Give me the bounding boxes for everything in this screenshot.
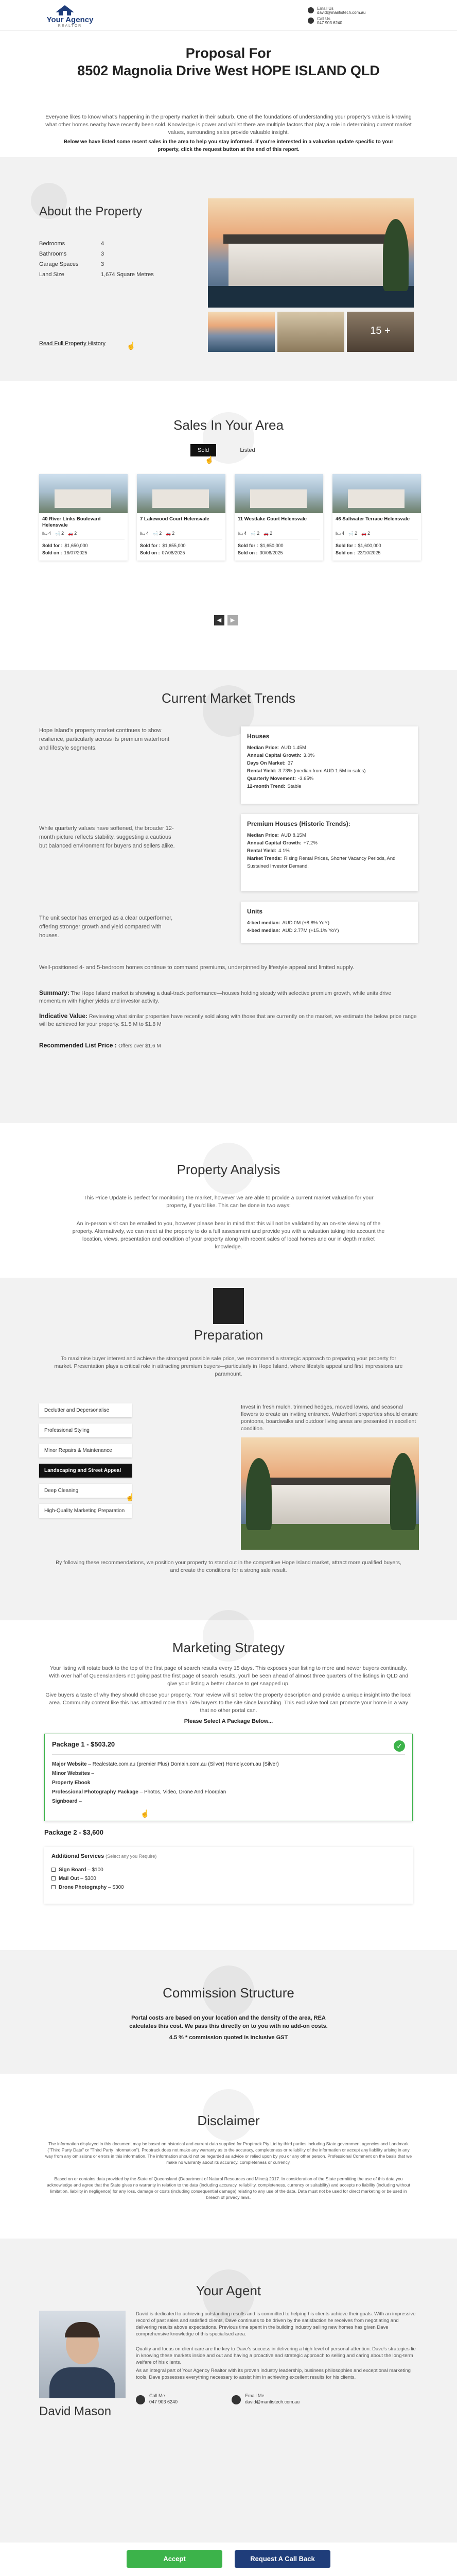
package-line-label: Major Website (52, 1761, 87, 1767)
sale-features (140, 531, 222, 536)
trend-label: 4-bed median: (247, 920, 280, 926)
additional-item-label: Sign Board (59, 1867, 86, 1873)
trend-row (247, 752, 412, 759)
sale-card[interactable] (137, 474, 225, 561)
trend-label: Median Price: (247, 833, 279, 838)
feature-label: Garage Spaces (39, 261, 79, 267)
phone-value: 047 903 6240 (317, 21, 342, 25)
property-thumb-1[interactable] (208, 312, 275, 352)
sale-photo (235, 474, 323, 513)
sale-price-row (42, 543, 88, 548)
units-card (241, 902, 418, 943)
sale-price-label: Sold for : (140, 543, 161, 548)
premium-rows (247, 832, 412, 870)
package-1-name: Package 1 - $503.20 (52, 1740, 115, 1748)
pointer-cursor-icon: ☝ (126, 1493, 135, 1501)
sale-cars: 2 (270, 531, 273, 536)
disclaimer-para-2: Based on or contains data provided by the State of Queensland (Department of Natural Resources and Mines) 2017. In consideration of the State permitting the use of this data you acknowledge and agree that the State gives no warranty in relation to the data (including accuracy, reliability, completeness, currency or suitability) and accepts no liability (including without limitation, liability in negligence) for any loss, damage or costs (including consequential damage) relating to any use of the data. Data must not be used for direct marketing or be used in breach of privacy laws. (46, 2176, 411, 2200)
car-icon: 🚗 (68, 531, 74, 536)
prep-tag[interactable]: Professional Styling (39, 1423, 132, 1437)
property-thumb-2[interactable] (277, 312, 344, 352)
package-2-name: Package 2 - $3,600 (44, 1828, 103, 1836)
sale-card[interactable] (235, 474, 323, 561)
analysis-title: Property Analysis (177, 1162, 280, 1177)
indicative-text: Reviewing what similar properties have recently sold along with those that are currently on the market, we estimate the below price range will be achieved for your property. $1.5 M to $1.8 M (39, 1013, 417, 1027)
analysis-section (0, 1123, 457, 1278)
sale-date-row (140, 550, 185, 555)
recommended-price (39, 1042, 161, 1049)
trend-row (247, 919, 412, 927)
sale-price-row (336, 543, 381, 548)
trend-value: Stable (287, 784, 302, 789)
recommended-label: Recommended List Price : (39, 1042, 117, 1049)
feature-row (39, 239, 163, 249)
sale-address: 11 Westlake Court Helensvale (238, 516, 307, 522)
sale-price: $1,650,000 (64, 543, 88, 548)
more-photos-count: 15 + (370, 325, 391, 336)
pointer-cursor-icon: ☝ (140, 1809, 150, 1818)
package-line (52, 1760, 405, 1769)
property-features (39, 239, 163, 280)
mail-icon (308, 7, 314, 13)
car-icon: 🚗 (166, 531, 171, 536)
package-2-option[interactable] (44, 1828, 413, 1841)
agent-photo (39, 2311, 126, 2398)
additional-item-sep: – (107, 1885, 113, 1890)
bed-icon: 🛏 (42, 531, 48, 536)
disclaimer-section (0, 2074, 457, 2239)
prep-tag[interactable]: Declutter and Depersonalise (39, 1403, 132, 1417)
email-label: Email Us (317, 6, 334, 11)
sale-price-row (140, 543, 186, 548)
trend-row (247, 927, 412, 935)
trend-value: AUD 8.15M (280, 833, 306, 838)
trends-para-2: While quarterly values have softened, the broader 12-month picture reflects stability, suggesting a cautious but balanced environment for buyers and sellers alike. (39, 825, 175, 849)
package-line (52, 1797, 405, 1806)
summary-text: The Hope Island market is showing a dual-track performance—houses holding steady with selective premium growth, while units drive momentum with higher yields and investor activity. (39, 990, 392, 1004)
additional-services-heading (51, 1853, 406, 1859)
additional-item[interactable] (51, 1866, 406, 1874)
additional-item-label: Drone Photography (59, 1885, 107, 1890)
sale-photo-house (152, 489, 209, 508)
sales-cards (39, 474, 418, 567)
property-history-link[interactable]: Read Full Property History (39, 341, 106, 347)
request-callback-button[interactable]: Request A Call Back (235, 2550, 330, 2568)
trend-label: Rental Yield: (247, 848, 277, 854)
hero (0, 31, 457, 155)
bath-icon: 🛁 (55, 531, 61, 536)
commission-line-1: Portal costs are based on your location and the density of the area, REA calculates this cost. We pass this directly on to you with no add-on costs. (129, 2015, 328, 2029)
houses-card-title: Houses (247, 733, 270, 740)
trend-label: 12-month Trend: (247, 784, 286, 789)
sale-beds: 4 (244, 531, 247, 536)
package-line (52, 1788, 405, 1797)
feature-value: 1,674 Square Metres (101, 272, 154, 278)
trend-label: Median Price: (247, 745, 279, 751)
trend-value: -3.65% (298, 776, 314, 782)
more-photos-button[interactable] (347, 312, 414, 352)
trend-value: 37 (287, 760, 293, 766)
houses-card (241, 726, 418, 804)
sale-cars: 2 (172, 531, 175, 536)
feature-value: 3 (101, 251, 104, 257)
action-bar (0, 2543, 457, 2576)
preparation-tags (39, 1403, 142, 1524)
preparation-intro: To maximise buyer interest and achieve the strongest possible sale price, we recommend a strategic approach to preparing your property for market. Presentation plays a critical role in attracting premium buyers—particularly in Hope Island, where lifestyle appeal and first impressions are paramount. (54, 1355, 403, 1377)
phone-icon (136, 2395, 145, 2404)
agency-logo[interactable] (39, 4, 101, 28)
marketing-para-1: Your listing will rotate back to the top of the first page of search results every 15 days. This exposes your listing to more and newer buyers continually. With over half of Queenslanders not going past the first page of search results, you'll be seen ahead of almost three quarters of the listings in QLD and give your listing a better chance to get snapped up. (48, 1665, 409, 1687)
feature-label: Bedrooms (39, 241, 65, 247)
sale-baths: 2 (159, 531, 162, 536)
package-line-value: – (90, 1771, 95, 1776)
package-line-label: Professional Photography Package (52, 1789, 138, 1795)
property-address: 8502 Magnolia Drive West HOPE ISLAND QLD (77, 63, 380, 78)
feature-label: Bathrooms (39, 251, 67, 257)
sale-date-label: Sold on : (336, 550, 356, 555)
marketing-title: Marketing Strategy (172, 1640, 285, 1655)
tab-listed[interactable]: Listed (240, 447, 255, 453)
trend-row (247, 767, 412, 775)
car-icon: 🚗 (361, 531, 367, 536)
additional-title: Additional Services (51, 1853, 104, 1859)
bed-icon: 🛏 (238, 531, 243, 536)
sale-address: 40 River Links Boulevard Helensvale (42, 516, 101, 528)
trend-row (247, 744, 412, 752)
pointer-cursor-icon: ☝ (127, 342, 136, 350)
tab-sold[interactable]: Sold (190, 444, 216, 456)
intro-bold: Below we have listed some recent sales in the area to help you stay informed. If you're interested in a valuation update specific to your property, click the request button at the end of this report. (63, 139, 394, 152)
bath-icon: 🛁 (348, 531, 354, 536)
package-1-lines (52, 1760, 405, 1806)
phone-icon (308, 18, 314, 24)
additional-item[interactable] (51, 1874, 406, 1883)
pointer-cursor-icon: ☝ (205, 455, 214, 464)
agency-name: Your Agency (46, 15, 94, 24)
carousel-controls (214, 615, 243, 625)
sale-photo (137, 474, 225, 513)
agent-email-label: Email Me (245, 2393, 265, 2398)
proposal-heading: Proposal For (185, 45, 272, 61)
sale-baths: 2 (355, 531, 358, 536)
feature-row (39, 259, 163, 269)
units-rows (247, 919, 412, 935)
sale-date: 23/10/2025 (357, 550, 381, 555)
trend-label: 4-bed median: (247, 928, 280, 934)
trend-value: AUD 2.77M (+15.1% YoY) (282, 928, 339, 934)
sale-date-row (238, 550, 283, 555)
trend-row (247, 832, 412, 839)
sale-date-row (336, 550, 381, 555)
agent-section (0, 2239, 457, 2543)
package-1-card[interactable] (44, 1734, 413, 1821)
additional-item[interactable] (51, 1883, 406, 1892)
houses-rows (247, 744, 412, 790)
sale-baths: 2 (61, 531, 64, 536)
sale-price-label: Sold for : (336, 543, 356, 548)
sale-beds: 4 (342, 531, 345, 536)
package-line-label: Signboard (52, 1799, 78, 1804)
package-line (52, 1778, 405, 1788)
property-main-photo[interactable] (208, 198, 414, 308)
preparation-outro: By following these recommendations, we position your property to stand out in the competitive Hope Island market, attract more qualified buyers, and create the conditions for a strong sale result. (56, 1560, 401, 1573)
package-select-label: Please Select A Package Below... (184, 1718, 273, 1724)
sale-photo-house (348, 489, 405, 508)
feature-value: 4 (101, 241, 104, 247)
trends-section (0, 670, 457, 1123)
additional-item-sep: – (86, 1867, 92, 1873)
sale-date: 07/08/2025 (162, 550, 185, 555)
feature-value: 3 (101, 261, 104, 267)
package-line-value: – Photos, Video, Drone And Floorplan (138, 1789, 226, 1795)
trend-value: AUD 1.45M (280, 745, 306, 751)
trend-value: 3.0% (303, 753, 315, 758)
checkbox-icon (51, 1868, 56, 1872)
sale-photo (332, 474, 421, 513)
trends-para-4: Well-positioned 4- and 5-bedroom homes continue to command premiums, underpinned by lifestyle appeal and limited supply. (39, 964, 355, 971)
agent-bio-3: As an integral part of Your Agency Realtor with its proven industry leadership, business philosophies and exceptional marketing tools, Dave possesses everything necessary to assist him in achieving excellent results for his clients. (136, 2368, 411, 2380)
package-line (52, 1769, 405, 1778)
prev-arrow-icon[interactable]: ◀ (214, 615, 224, 625)
additional-item-sep: – (79, 1876, 85, 1882)
additional-item-price: $300 (84, 1876, 96, 1882)
sale-price: $1,600,000 (358, 543, 381, 548)
trend-value: AUD 0M (+8.8% YoY) (282, 920, 330, 926)
units-card-title: Units (247, 908, 262, 915)
checkbox-icon (51, 1885, 56, 1889)
trend-row (247, 783, 412, 790)
house-logo-icon (55, 4, 75, 15)
trends-summary (39, 989, 418, 1005)
about-section (0, 157, 457, 381)
sale-price-label: Sold for : (238, 543, 258, 548)
agent-bio-1: David is dedicated to achieving outstanding results and is committed to helping his clients achieve their goals. With an impressive record of past sales and satisfied clients, Dave continues to be driven by the satisfaction he receives from negotiating and delivering results above expectations. Previous time spent in the building industry selling new homes has given Dave comprehensive knowledge of this specialised area. (136, 2311, 416, 2337)
preparation-section (0, 1278, 457, 1620)
trend-label: Annual Capital Growth: (247, 753, 302, 758)
agent-call[interactable] (136, 2393, 218, 2409)
sale-date-label: Sold on : (42, 550, 62, 555)
next-arrow-icon[interactable]: ▶ (227, 615, 238, 625)
premium-card (241, 814, 418, 891)
trends-indicative (39, 1012, 418, 1028)
sale-photo-house (250, 489, 307, 508)
sale-cars: 2 (74, 531, 77, 536)
trends-title: Current Market Trends (161, 690, 296, 706)
feature-label: Land Size (39, 272, 64, 278)
trend-value: 3.73% (median from AUD 1.5M in sales) (278, 768, 366, 774)
trend-row (247, 775, 412, 783)
premium-card-title: Premium Houses (Historic Trends): (247, 820, 350, 827)
sale-date-row (42, 550, 87, 555)
bath-icon: 🛁 (251, 531, 256, 536)
check-circle-icon: ✓ (394, 1740, 405, 1752)
trend-value: Rising Rental Prices, Shorter Vacancy Periods, And Sustained Investor Demand. (247, 856, 396, 869)
sale-features (238, 531, 320, 536)
additional-item-price: $100 (92, 1867, 103, 1873)
sale-date: 16/07/2025 (64, 550, 87, 555)
additional-services-card (44, 1847, 413, 1904)
preparation-title: Preparation (194, 1327, 263, 1343)
car-icon: 🚗 (263, 531, 269, 536)
disclaimer-para-1: The information displayed in this document may be based on historical and current data supplied for Proptrack Pty Ltd by third parties including State government agencies and Landmark ("Third Party Data" or "Third Party Information"). Proptrack does not make any warranty as to the accuracy, completeness or reliability of the information or accept any liability arising in any way from any omissions or errors in this information. The information should not be regarded as advice or relied upon by you or any other person. Professional Comment on the basis that we make no warranty about its accuracy, completeness or currency. (45, 2141, 412, 2165)
prep-tag[interactable]: Landscaping and Street Appeal (39, 1464, 132, 1478)
agent-email-value: david@mantistech.com.au (245, 2399, 300, 2404)
prep-tag[interactable]: Minor Repairs & Maintenance (39, 1444, 132, 1458)
trend-row (247, 855, 412, 870)
sale-price: $1,655,000 (162, 543, 186, 548)
trends-para-3: The unit sector has emerged as a clear outperformer, offering stronger growth and yield compared with houses. (39, 915, 173, 939)
sale-photo (39, 474, 128, 513)
preparation-detail: Invest in fresh mulch, trimmed hedges, mowed lawns, and seasonal flowers to create an inviting entrance. Waterfront properties should ensure pontoons, boardwalks and outdoor living areas are presented in excellent condition. (241, 1404, 418, 1432)
recommended-value: Offers over $1.6 M (118, 1043, 161, 1049)
sale-card[interactable] (332, 474, 421, 561)
bed-icon: 🛏 (140, 531, 146, 536)
sale-date-label: Sold on : (238, 550, 258, 555)
feature-row (39, 249, 163, 259)
additional-item-price: $300 (112, 1885, 124, 1890)
sale-baths: 2 (257, 531, 260, 536)
header (0, 0, 457, 31)
sale-address: 46 Saltwater Terrace Helensvale (336, 516, 410, 522)
additional-items (51, 1866, 406, 1892)
header-phone[interactable] (308, 16, 400, 25)
sale-features (336, 531, 418, 536)
preparation-photo (241, 1437, 419, 1550)
agency-tagline: REALTOR (58, 24, 82, 28)
commission-line-2: 4.5 % * commission quoted is inclusive GST (169, 2035, 288, 2041)
sales-title: Sales In Your Area (173, 417, 284, 433)
package-line-value: – Realestate.com.au (premier Plus) Domain.com.au (Silver) Homely.com.au (Silver) (86, 1761, 279, 1767)
package-line-label: Property Ebook (52, 1780, 91, 1786)
trends-para-1: Hope Island's property market continues to show resilience, particularly across its premium waterfront and lifestyle segments. (39, 727, 170, 751)
trend-value: 4.1% (278, 848, 290, 854)
sales-section (0, 381, 457, 670)
indicative-label: Indicative Value: (39, 1012, 88, 1020)
agent-title: Your Agent (196, 2283, 261, 2298)
trend-label: Days On Market: (247, 760, 286, 766)
commission-title: Commission Structure (163, 1985, 294, 2001)
agent-call-label: Call Me (149, 2393, 165, 2398)
agent-email[interactable] (232, 2393, 335, 2409)
prep-tag[interactable]: High-Quality Marketing Preparation (39, 1504, 132, 1518)
package-line-label: Minor Websites (52, 1771, 90, 1776)
intro-text: Everyone likes to know what's happening in the property market in their suburb. One of the foundations of understanding your property's value is knowing what other homes nearby have recently been sold. Knowledge is power and whilst there are multiple factors that play a role in determining current market values, surrounding sales provide valuable insight. (45, 114, 412, 135)
sale-beds: 4 (146, 531, 149, 536)
trend-label: Quarterly Movement: (247, 776, 296, 782)
trend-label: Rental Yield: (247, 768, 277, 774)
analysis-para-2: An in-person visit can be emailed to you, however please bear in mind that this will not be validated by an on-site viewing of the property. Alternatively, we can meet at the property to do a full assessment and provide you with a valuation taking into account the location, views, presentation and condition of your property along with recent sales of local homes and our in depth market knowledge. (72, 1221, 385, 1250)
email-value: david@mantistech.com.au (317, 10, 366, 15)
mail-icon (232, 2395, 241, 2404)
bath-icon: 🛁 (153, 531, 159, 536)
sale-beds: 4 (48, 531, 51, 536)
marketing-para-2: Give buyers a taste of why they should choose your property. Your review will sit below the property description and provide a unique insight into the local area. Community content like this has attracted more than 74% buyers to the site since launching. This exclusive tool can promote your home in a way that no other portal can. (45, 1692, 412, 1714)
trend-row (247, 839, 412, 847)
additional-item-label: Mail Out (59, 1876, 79, 1882)
trend-value: +7.2% (303, 840, 318, 846)
sale-cars: 2 (367, 531, 371, 536)
header-email[interactable] (308, 6, 400, 14)
agent-bio-2: Quality and focus on client care are the key to Dave's success in delivering a high level of personal attention. Dave's strategies lie in knowing these markets inside and out and having a proactive and strategic approach to selling and caring about the long-term welfare of his clients. (136, 2346, 416, 2365)
about-title: About the Property (39, 205, 143, 218)
phone-label: Call Us (317, 16, 330, 21)
analysis-para-1: This Price Update is perfect for monitoring the market, however we are able to provide a current market valuation for your property, if you'd like. This can be done in two ways: (83, 1195, 374, 1209)
prep-tag[interactable]: Deep Cleaning (39, 1484, 132, 1498)
commission-section (0, 1950, 457, 2074)
trend-row (247, 847, 412, 855)
package-line-value: – (77, 1799, 82, 1804)
sale-date-label: Sold on : (140, 550, 160, 555)
sale-features (42, 531, 125, 536)
agent-name: David Mason (39, 2404, 112, 2418)
checkbox-icon (51, 1876, 56, 1880)
sale-photo-house (55, 489, 111, 508)
summary-label: Summary: (39, 989, 69, 996)
additional-hint: (Select any you Require) (106, 1854, 157, 1859)
sale-card[interactable] (39, 474, 128, 561)
sale-price: $1,650,000 (260, 543, 284, 548)
bed-icon: 🛏 (336, 531, 341, 536)
sale-price-label: Sold for : (42, 543, 63, 548)
sale-address: 7 Lakewood Court Helensvale (140, 516, 209, 522)
sales-tabs (187, 444, 270, 464)
accept-button[interactable]: Accept (127, 2550, 222, 2568)
agent-phone: 047 903 6240 (149, 2399, 178, 2404)
trend-label: Market Trends: (247, 856, 282, 861)
sale-date: 30/06/2025 (259, 550, 283, 555)
trend-label: Annual Capital Growth: (247, 840, 302, 846)
marketing-section (0, 1620, 457, 1950)
disclaimer-title: Disclaimer (197, 2113, 260, 2128)
trend-row (247, 759, 412, 767)
feature-row (39, 269, 163, 280)
sale-price-row (238, 543, 284, 548)
